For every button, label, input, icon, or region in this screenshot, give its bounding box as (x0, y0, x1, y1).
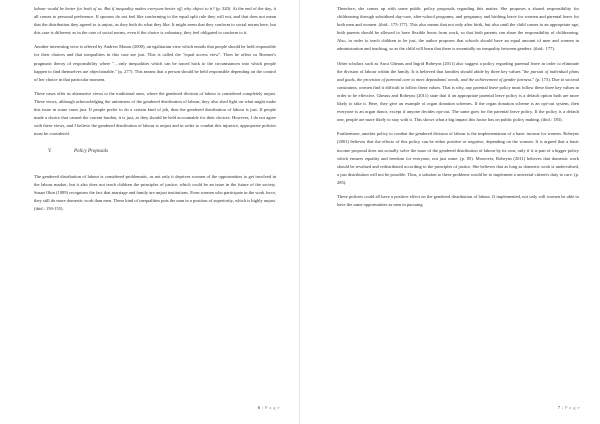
page-label: P a g e (564, 405, 580, 410)
page-label: P a g e (264, 405, 280, 410)
section-heading (48, 148, 276, 156)
paragraph: Another interesting view is offered by Andrew Mason (2000), an egalitarian view which entails that people should be held responsible for their choices and that inequalities in this case are just. This is called the "equal access view". Then he offers us Roemer's pragmatic theory of responsibility where "…only inequalities which can be traced back to the circumstances into which people happen to find themselves are objectionable." (p. 277). This means that a person should be held responsible depending on the control of her choice in that particular moment. (34, 44, 276, 82)
section-number: V. (48, 149, 52, 155)
paragraph: These policies could all have a positive effect on the gendered distribution of labour. If implemented, not only will women be able to have the same opportunities as men in pursuing (337, 193, 579, 208)
italic-quote: labour would be better for both of us. But if inequality makes everyone better off, why object to it? (34, 6, 215, 11)
footer-separator: | (262, 405, 263, 410)
section-title: Policy Proposals (74, 149, 109, 155)
page-6-content (34, 5, 276, 219)
paragraph-text: Other scholars such as Anca Gheaus and Ingrid Robeyns (2011) also suggest a policy regarding parental leave in order to eliminate the division of labour within the family. It is believed that families should abide by three key values " (337, 60, 579, 74)
page-number: 7 (557, 405, 561, 410)
paragraph: The gendered distribution of labour is considered problematic, as not only it deprives women of the opportunities to get involved in the labour market, but it also does not teach children the principles of justice, which could be an issue in the future of the society. Susan Okin (1989) recognises the fact that marriage and family are unjust institutions. Even women who participate in the work force, they still do more domestic work than men. These kind of inequalities puts the man in a position of superiority, which is highly unjust. (ibid.: 150-155). (34, 173, 276, 211)
paragraph: These cases offer us alternative views to the traditional ones, where the gendered division of labour is considered completely unjust. These views, although acknowledging the unfairness of the gendered distribution of labour, they also shed light on what might make this issue in some cases just. If people prefer to do a certain kind of job, then the gendered distribution of labour is just. If people made a choice that caused the current burden, it is just, as they should be held accountable for their choices. However, I do not agree with these views, and I believe the gendered distribution of labour is unjust and in order to combat this injustice, appropriate policies must be considered. (34, 90, 276, 137)
page-7-content (337, 5, 579, 215)
italic-quote: the pursuit of individual plans and goals, the provision of parental care to meet dependants' needs, and the achievement of gender fairness (337, 68, 579, 82)
footer-separator: | (562, 405, 563, 410)
paragraph (34, 5, 276, 37)
page-footer (558, 405, 580, 410)
paragraph: Therefore, she comes up with some public policy proposals regarding this matter. She proposes a shared responsibility for childrearing through subsidised day-care, after-school programs, and pregnancy and birthing leave for women and parental leave for both men and women. (ibid.: 175-177). This also means that not only after birth, but also until the child comes to an appropriate age, both parents should be allowed to have flexible hours from work, so that both parents can share the responsibility of childrearing. Also, in order to teach children to be just, the author proposes that schools should have an equal amount of men and women in administration and teaching, so as the child will learn that there is essentially no inequality between genders. (ibid.: 177). (337, 6, 579, 52)
paragraph: Furthermore, another policy to combat the gendered division of labour is the implementation of a basic income for women. Robeyns (2001) believes that the effects of this policy can be either positive or negative, depending on the women. It is argued that a basic income proposal does not actually solve the issue of the gendered distribution of labour by its own, only if it is part of a bigger policy which ensures equality and freedom for everyone, not just some. (p. 85). Moreover, Robeyns (2011) believes that domestic work should be revalued and redistributed according to the principles of justice. She believes that as long as domestic work is undervalued, a just distribution will not be possible. Thus, a solution to these problems would be to implement a universal citizen's duty to care. (p. 285). (337, 131, 579, 185)
page-number: 6 (257, 405, 261, 410)
page-footer (258, 405, 280, 410)
paragraph-text: ." (p. 173). Due to societal constraints, women find it difficult to follow these values. That is why, any parental leave policy must follow these three key values in order to be effective. Gheaus and Robeyns (2011) state that if an appropriate parental leave policy is a default option both are more likely to take it. Here, they give an example of organ donation schemes. If the organ donation scheme is an opt-out system, then everyone is an organ donor, except if anyone decides opt-out. The same goes for the parental leave policy. If the policy is a default one, people are more likely to stay with it. This shows what a big impact this factor has on public policy making. (ibid.: 183). (337, 76, 579, 123)
page-7 (300, 0, 600, 424)
paragraph (337, 60, 579, 125)
paragraph-text: (p. 320). At the end of the day, it all comes to personal preference. If spouses do not feel like conforming to the equal split rule they will not, and that does not mean that the distribution they agreed to is unjust, as they both do what they like. It might seem that they conform to social norms here, but this case is different; as in the case of social norms, even if the choice is voluntary, they feel obligated to conform to it. (34, 6, 276, 36)
